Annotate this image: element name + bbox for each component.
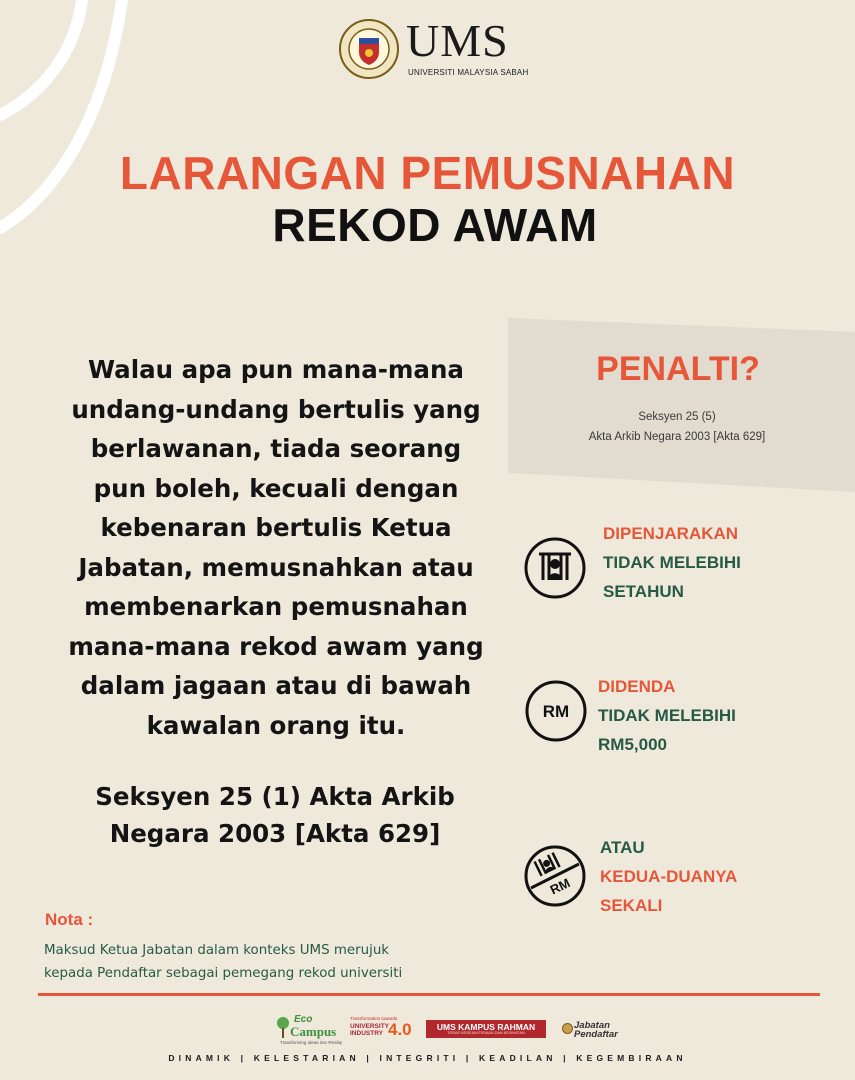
penalty-item-jail [603, 519, 741, 606]
eco-campus-title: Campus [290, 1024, 337, 1039]
statement-line: mana-mana rekod awam yang [68, 631, 484, 661]
ringgit-icon-text: RM [547, 875, 573, 898]
ringgit-icon [524, 679, 588, 743]
note-line1: Maksud Ketua Jabatan dalam konteks UMS merujuk [44, 943, 390, 958]
penalty-source [508, 407, 846, 447]
eco-campus-small: Transforming Ideas into Reality [280, 1040, 343, 1045]
university-industry-logo [350, 1012, 412, 1048]
penalty-item-fine [598, 672, 736, 759]
penalty-item-detail: TIDAK MELEBIHI [598, 706, 736, 725]
footer-divider [38, 993, 820, 996]
kampus-sub: TERAS KESEJAHTERAAN DAN KESIHATAN [447, 1031, 525, 1035]
eco-campus-tagline: Eco [294, 1014, 313, 1025]
ui40-line2: INDUSTRY [350, 1030, 383, 1037]
penalty-item-detail: SEKALI [600, 896, 663, 915]
statement-line: Jabatan, memusnahkan atau [78, 552, 474, 582]
ums-full-name: UNIVERSITI MALAYSIA SABAH [408, 68, 529, 77]
note-text [44, 939, 524, 985]
ums-seal-icon [338, 18, 400, 80]
penalty-item-label: DIPENJARAKAN [603, 524, 739, 543]
ui40-line1: UNIVERSITY [350, 1023, 390, 1030]
note-label: Nota : [45, 910, 94, 929]
jabatan-line2: Pendaftar [574, 1029, 618, 1040]
penalty-item-both [600, 833, 737, 920]
penalty-panel [508, 318, 855, 492]
note-line2: kepada Pendaftar sebagai pemegang rekod universiti [44, 966, 403, 981]
kampus-title: UMS KAMPUS RAHMAN [436, 1022, 536, 1032]
statement-line: pun boleh, kecuali dengan [93, 473, 459, 503]
statement-line: berlawanan, tiada seorang [90, 434, 462, 463]
statement-reference-line2: Negara 2003 [Akta 629] [109, 819, 441, 848]
jabatan-pendaftar-logo [562, 1012, 632, 1048]
penalty-item-detail: KEDUA-DUANYA [600, 867, 738, 886]
page-title-line2: REKOD AWAM [272, 199, 598, 251]
page-title-line1: LARANGAN PEMUSNAHAN [119, 147, 736, 199]
ringgit-icon-text: RM [542, 702, 570, 721]
ui40-version: 4.0 [388, 1020, 412, 1039]
statement-text [38, 350, 514, 745]
jail-bars-icon [523, 536, 587, 600]
core-values: DINAMIK | KELESTARIAN | INTEGRITI | KEADILAN | KEGEMBIRAAN [168, 1053, 687, 1063]
penalty-item-label: ATAU [600, 838, 645, 857]
eco-campus-logo [276, 1012, 343, 1048]
statement-line: membenarkan pemusnahan [84, 592, 468, 621]
statement-line: kebenaran bertulis Ketua [100, 513, 452, 542]
jabatan-seal-icon [562, 1023, 573, 1034]
jabatan-text [574, 1021, 618, 1039]
statement-reference [60, 778, 490, 852]
penalty-source-line1: Seksyen 25 (5) [638, 411, 716, 423]
penalty-item-detail: SETAHUN [603, 582, 684, 601]
penalty-item-detail: TIDAK MELEBIHI [603, 553, 741, 572]
statement-line: kawalan orang itu. [146, 710, 406, 740]
statement-line: dalam jagaan atau di bawah [80, 671, 472, 700]
penalty-item-label: DIDENDA [598, 677, 676, 696]
ums-wordmark: UMS [406, 15, 509, 66]
penalty-item-detail: RM5,000 [598, 735, 667, 754]
penalty-heading: PENALTI? [596, 350, 760, 388]
ui40-text [350, 1023, 389, 1037]
statement-reference-line1: Seksyen 25 (1) Akta Arkib [95, 782, 455, 811]
kampus-rahman-logo [426, 1020, 546, 1038]
statement-line: Walau apa pun mana-mana [88, 355, 464, 384]
ui40-small: Transformation towards [350, 1016, 398, 1021]
jabatan-line1: Jabatan [574, 1020, 610, 1031]
penalty-source-line2: Akta Arkib Negara 2003 [Akta 629] [588, 431, 766, 443]
tree-icon [276, 1016, 290, 1040]
ums-logo [338, 14, 528, 84]
jail-and-ringgit-icon [523, 844, 587, 908]
statement-line: undang-undang bertulis yang [71, 394, 481, 424]
